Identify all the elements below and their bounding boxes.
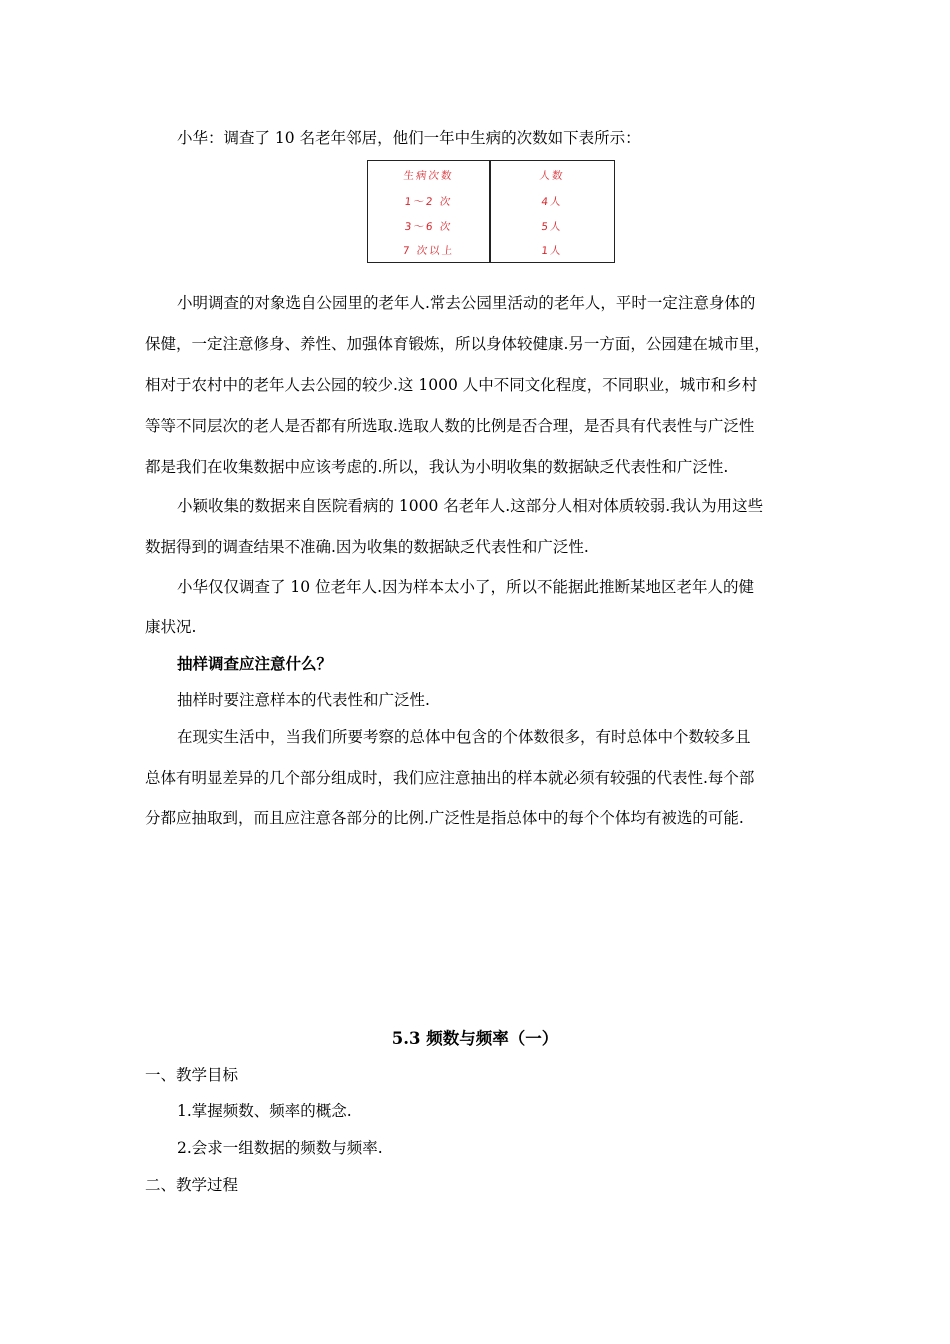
- paragraph-line: 小明调查的对象选自公园里的老年人.常去公园里活动的老年人，平时一定注意身体的: [177, 294, 756, 312]
- paragraph-line: 在现实生活中，当我们所要考察的总体中包含的个体数很多，有时总体中个数较多且: [177, 728, 751, 746]
- paragraph-line: 分都应抽取到，而且应注意各部分的比例.广泛性是指总体中的每个个体均有被选的可能.: [145, 809, 744, 827]
- section-title: 5.3 频数与频率（一）: [391, 1029, 559, 1048]
- table-cell: 5人: [540, 221, 564, 233]
- question-heading: 抽样调查应注意什么？: [177, 654, 333, 673]
- paragraph-line: 小华仅仅调查了 10 位老年人.因为样本太小了，所以不能据此推断某地区老年人的健: [177, 578, 755, 596]
- list-item: 1.掌握频数、频率的概念.: [177, 1102, 352, 1120]
- table-cell: 7 次以上: [402, 245, 455, 257]
- table-cell: 3～6 次: [403, 221, 453, 233]
- table-cell: 1人: [540, 245, 564, 257]
- paragraph-xiaohua-intro: 小华：调查了 10 名老年邻居，他们一年中生病的次数如下表所示：: [177, 129, 641, 147]
- paragraph-line: 等等不同层次的老人是否都有所选取.选取人数的比例是否合理，是否具有代表性与广泛性: [145, 417, 755, 435]
- section-heading: 二、教学过程: [145, 1176, 239, 1194]
- list-item: 2.会求一组数据的频数与频率.: [177, 1139, 383, 1157]
- paragraph-line: 相对于农村中的老年人去公园的较少.这 1000 人中不同文化程度，不同职业，城市和乡村: [145, 376, 758, 394]
- paragraph-line: 都是我们在收集数据中应该考虑的.所以，我认为小明收集的数据缺乏代表性和广泛性.: [145, 458, 729, 476]
- paragraph-line: 康状况.: [145, 618, 197, 636]
- paragraph-line: 保健，一定注意修身、养性、加强体育锻炼，所以身体较健康.另一方面，公园建在城市里，: [145, 335, 770, 353]
- paragraph-line: 抽样时要注意样本的代表性和广泛性.: [177, 691, 430, 709]
- handwritten-table: [367, 160, 615, 263]
- table-header-people: 人数: [538, 170, 566, 182]
- table-cell: 4人: [540, 196, 564, 208]
- table-cell: 1～2 次: [403, 196, 453, 208]
- paragraph-line: 总体有明显差异的几个部分组成时，我们应注意抽出的样本就必须有较强的代表性.每个部: [145, 769, 755, 787]
- table-header-count: 生病次数: [402, 170, 455, 182]
- paragraph-line: 小颖收集的数据来自医院看病的 1000 名老年人.这部分人相对体质较弱.我认为用这些: [177, 497, 764, 515]
- paragraph-line: 数据得到的调查结果不准确.因为收集的数据缺乏代表性和广泛性.: [145, 538, 589, 556]
- section-heading: 一、教学目标: [145, 1066, 239, 1084]
